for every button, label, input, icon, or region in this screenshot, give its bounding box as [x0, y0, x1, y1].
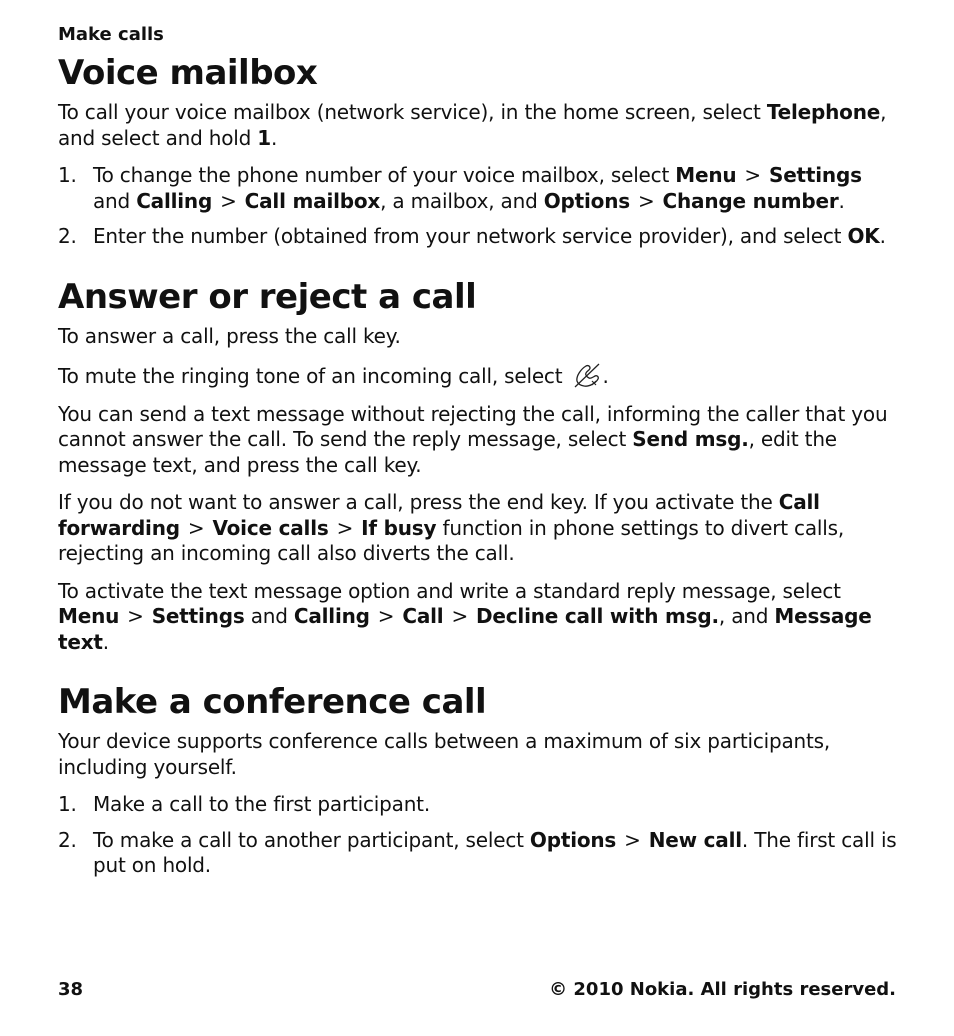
- menu-term: Telephone: [766, 100, 881, 124]
- reject-call-text: If you do not want to answer a call, press the end key. If you activate the Call forwarding > Voice calls > If busy function in phone settings to divert calls, rejecting an incoming call also diverts the call.: [58, 490, 844, 565]
- running-head: Make calls: [58, 24, 164, 45]
- voice-mailbox-intro: To call your voice mailbox (network service), in the home screen, select Telephone, and select and hold 1.: [58, 100, 887, 150]
- list-item: 1. To change the phone number of your voice mailbox, select Menu > Settings and Calling > Call mailbox, a mailbox, and Options > Change number.: [58, 163, 862, 213]
- heading-conference-call: Make a conference call: [58, 682, 487, 722]
- send-message-text: You can send a text message without rejecting the call, informing the caller that you cannot answer the call. To send the reply message, select Send msg., edit the message text, and press the call key.: [58, 401, 888, 477]
- page-number: 38: [58, 979, 84, 1000]
- mute-ringing-tone-icon: [573, 361, 603, 389]
- list-item: 2. To make a call to another participant, select Options > New call. The first call is put on hold.: [58, 827, 897, 877]
- key-term: 1: [257, 125, 271, 150]
- list-item: 1. Make a call to the first participant.: [58, 792, 430, 816]
- list-item: 2. Enter the number (obtained from your network service provider), and select OK.: [58, 224, 886, 248]
- heading-answer-reject: Answer or reject a call: [58, 276, 477, 317]
- conference-intro: Your device supports conference calls between a maximum of six participants, including yourself.: [58, 729, 831, 779]
- heading-voice-mailbox: Voice mailbox: [58, 53, 318, 93]
- answer-call-text: To answer a call, press the call key.: [58, 323, 401, 348]
- mute-ringing-text: To mute the ringing tone of an incoming call, select .: [58, 361, 900, 390]
- voice-mailbox-steps: [58, 163, 900, 250]
- copyright-notice: © 2010 Nokia. All rights reserved.: [549, 979, 896, 1000]
- manual-page: [58, 22, 900, 889]
- conference-steps: [58, 792, 900, 879]
- reply-message-text: To activate the text message option and write a standard reply message, select Menu > Settings and Calling > Call > Decline call with msg., and Message text.: [58, 578, 872, 654]
